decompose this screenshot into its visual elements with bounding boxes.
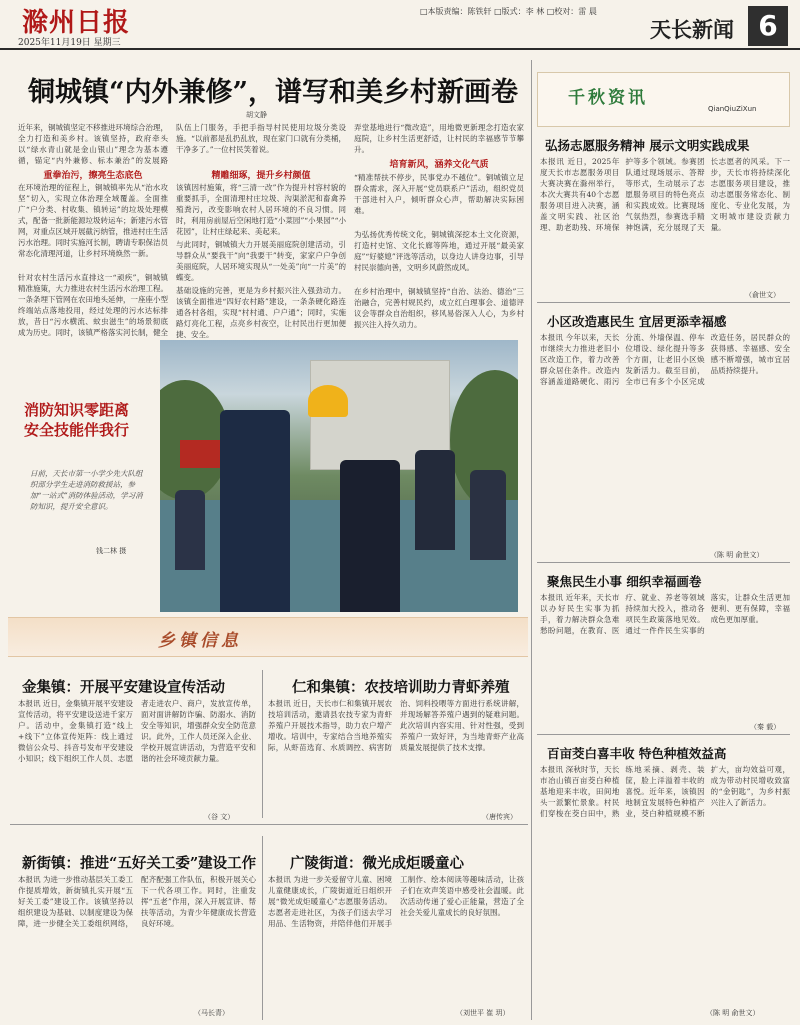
sidebar-body: 本报讯 深秋时节，天长市冶山镇百亩茭白种植基地迎来丰收，田间地头一派繁忙景象。村民们穿梭在茭白田中，熟练地采摘、剥壳、装筐，脸上洋溢着丰收的喜悦。近年来，该镇因地制宜发展特色种植产业，茭白种植规模不断扩大，亩均效益可观，成为带动村民增收致富的“金钥匙”，为乡村振兴注入了新活力。 [540, 765, 790, 818]
section-banner [8, 617, 528, 657]
sidebar-logo-en: QianQiuZiXun [708, 105, 757, 113]
fire-drill-photo [160, 340, 518, 612]
article-author: （唐传宾） [482, 813, 517, 821]
sidebar-author: （陈 明 俞世文） [710, 551, 764, 559]
sidebar-body: 本报讯 近日，2025年度天长市志愿服务项目大赛决赛在滁州举行，本次大赛共有40个志愿服务项目进入决赛，涵盖文明实践、社区治理、助老助残、环境保护等多个领域。参赛团队通过现场展示、答辩等形式，生动展示了志愿服务项目的特色亮点和实践成效。比赛现场气氛热烈，参赛选手精神饱满，充分展现了天长志愿者的风采。下一步，天长市将持续深化志愿服务项目建设，推动志愿服务常态化、制度化、专业化发展，为文明城市建设贡献力量。 [540, 157, 790, 232]
lead-paragraph: 为弘扬优秀传统文化，铜城镇深挖本土文化资源，打造村史馆、文化长廊等阵地，通过开展“最美家庭”“好婆媳”评选等活动，以身边人讲身边事，引导村民崇德向善，文明乡风蔚然成风。 [354, 230, 524, 272]
lead-intro: 近年来，铜城镇坚定不移推进环境综合治理，全力打造和美乡村。该镇坚持，政府牵头以“绿水青山就是金山银山”理念为基本遵循，锚定“内外兼修、标本兼治”的发展路 [18, 123, 168, 165]
lead-paragraph: 针对农村生活污水直排这一“顽疾”，铜城镇精准施策，大力推进农村生活污水治理工程。一条条埋下管网在农田地头延伸，一座座小型终端站点落地投用，经过处理的污水达标排放，昔日“污水横流、蚊虫滋生”的场景彻底成为历史。同时，该镇严格落实河长制，健全 [18, 273, 168, 337]
sidebar-body: 本报讯 今年以来，天长市继续大力推进老旧小区改造工作，着力改善群众居住条件。改造内容涵盖道路硬化、雨污分流、外墙保温、停车位增设、绿化提升等多个方面，让老旧小区焕发新活力。截至目前，全市已有多个小区完成改造任务，居民群众的获得感、幸福感、安全感不断增强，城市宜居品质持续提升。 [540, 333, 790, 386]
photo-headline: 消防知识零距离 安全技能伴我行 [24, 401, 130, 439]
lead-subhead-1: 重拳治污，擦亮生态底色 [43, 171, 143, 181]
lead-paragraph: 该镇因村施策，将“三清一改”作为提升村容村貌的重要抓手，全面清理村庄垃圾、沟渠淤泥和畜禽养殖粪污，改变影响农村人居环境的不良习惯。同时，利用房前屋后空闲地打造“小菜园”“小果园”“小花园”，让村庄绿起来、美起来。 [176, 183, 346, 236]
article-title: 广陵街道：微光成炬暖童心 [290, 855, 464, 872]
article-title: 金集镇：开展平安建设宣传活动 [22, 679, 225, 696]
lead-paragraph: 与此同时，铜城镇大力开展美丽庭院创建活动，引导群众从“要我干”向“我要干”转变，家家户户争创美丽庭院，人居环境实现从“一处美”向“一片美”的蝶变。 [176, 240, 346, 282]
lead-paragraph: 基础设施的完善，更是为乡村振兴注入强劲动力。该镇全面推进“四好农村路”建设，一条条硬化路连通各村各组，实现“村村通、户户通”；同时，实施路灯亮化工程，点亮乡村夜空，让村民出行更加便捷、安全。 [176, 286, 346, 339]
photo-caption: 日前，天长市第一小学少先大队组织部分学生走进消防救援站，参加“一站式”消防体验活动，学习消防知识，提升安全意识。 [30, 469, 143, 511]
sidebar-logo: 千秋资讯 [568, 88, 648, 108]
article-author: （谷 文） [204, 813, 235, 821]
lead-headline: 铜城镇“内外兼修”，谱写和美乡村新画卷 [28, 77, 519, 108]
sidebar-author: （俞世文） [745, 291, 780, 299]
article-body: 本报讯 近日，金集镇开展平安建设宣传活动，将平安建设送进千家万户。活动中，金集镇打造“线上+线下”立体宣传矩阵：线上通过微信公众号、抖音号发布平安建设小知识；线下组织工作人员、志愿者走进农户、商户，发放宣传单，面对面讲解防诈骗、防溺水、消防安全等知识，增强群众安全防范意识。此外，工作人员还深入企业、学校开展宣讲活动，为营造平安和谐的社会环境贡献力量。 [18, 699, 256, 763]
issue-date: 2025年11月19日 星期三 [18, 38, 121, 48]
sidebar-title: 弘扬志愿服务精神 展示文明实践成果 [545, 138, 750, 153]
section-title: 天长新闻 [650, 17, 734, 42]
sidebar-logo-box [537, 72, 790, 127]
page-header [0, 0, 800, 50]
masthead: 滁州日报 [22, 8, 131, 38]
sidebar-title: 聚焦民生小事 细织幸福画卷 [547, 574, 702, 589]
lead-paragraph: 在环境治理的征程上，铜城镇率先从“治水攻坚”切入，实现立体治理全域覆盖。全面推广“户分类、村收集、镇转运”的垃圾处理模式，配备一批新能源垃圾转运车；新建污水管网，对重点区域开展截污纳管，推进村庄生活污水治理。同时实施河长制，聘请专职保洁员常态化清理河道，让乡村环境焕然一新。 [18, 183, 168, 258]
lead-byline: 胡文静 [246, 111, 267, 119]
sidebar-title: 百亩茭白喜丰收 特色种植效益高 [547, 746, 727, 761]
lead-paragraph: 队伍上门服务，手把手指导村民使用垃圾分类设施。“以前都是乱扔乱放，现在家门口就有分类桶，干净多了。”一位村民笑着说。 [176, 123, 346, 154]
banner-title: 乡镇信息 [158, 631, 242, 651]
article-title: 新街镇：推进“五好关工委”建设工作 [22, 855, 257, 872]
page-number: 6 [748, 6, 788, 46]
sidebar-body: 本报讯 近年来，天长市以办好民生实事为抓手，着力解决群众急难愁盼问题，在教育、医疗、就业、养老等领域持续加大投入，推动各项民生政策落地见效。通过一件件民生实事的落实，让群众生活更加便利、更有保障，幸福成色更加厚重。 [540, 593, 790, 635]
article-author: （马长青） [194, 1009, 229, 1017]
article-body: 本报讯 近日，天长市仁和集镇开展农技培训活动，邀请县农技专家为青虾养殖户开展技术指导，助力农户增产增收。培训中，专家结合当地养殖实际，从虾苗选育、水质调控、病害防治、饲料投喂等方面进行系统讲解，并现场解答养殖户遇到的疑难问题。此次培训内容实用、针对性强，受到养殖户一致好评，为当地青虾产业高质量发展提供了技术支撑。 [268, 699, 524, 752]
lead-subhead-2: 精雕细琢，提升乡村颜值 [211, 171, 311, 181]
lead-paragraph: 在乡村治理中，铜城镇坚持“自治、法治、德治”三治融合，完善村规民约，成立红白理事会、道德评议会等群众自治组织，移风易俗深入人心，为乡村振兴注入持久动力。 [354, 287, 524, 329]
lead-paragraph: 弄堂基地进行“微改造”，用地微更新理念打造农家庭院，让乡村生活更舒适，让村民的幸福感节节攀升。 [354, 123, 524, 154]
article-title: 仁和集镇：农技培训助力青虾养殖 [292, 679, 510, 696]
lead-subhead-3: 培育新风，涵养文化气质 [389, 160, 489, 170]
article-body: 本报讯 为进一步关爱留守儿童、困境儿童健康成长，广陵街道近日组织开展“微光成炬暖童心”志愿服务活动。志愿者走进社区，为孩子们送去学习用品、生活物资，并陪伴他们开展手工制作、绘本阅读等趣味活动，让孩子们在欢声笑语中感受社会温暖。此次活动传递了爱心正能量，营造了全社会关爱儿童成长的良好氛围。 [268, 875, 524, 928]
photo-credit: 钱二林 摄 [96, 547, 127, 555]
sidebar-title: 小区改造惠民生 宜居更添幸福感 [547, 314, 727, 329]
sidebar-author: （陈 明 俞世文） [706, 1009, 760, 1017]
editor-credits: □本版责编：陈铁轩 □版式：李 林 □校对：雷 晨 [420, 7, 597, 16]
article-author: （刘世平 崔 玥） [456, 1009, 510, 1017]
article-body: 本报讯 为进一步推动基层关工委工作提质增效，新街镇扎实开展“五好关工委”建设工作。该镇坚持以组织建设为基础、以制度建设为保障，进一步健全关工委组织网络，配齐配强工作队伍，积极开展关心下一代各项工作。同时，注重发挥“五老”作用，深入开展宣讲、帮扶等活动，为青少年健康成长营造良好环境。 [18, 875, 256, 928]
lead-paragraph: “精准帮扶不停步，民事党办不越位”。铜城镇立足群众需求，深入开展“党员联系户”活动，组织党员干部进村入户，倾听群众心声，帮助解决实际困难。 [354, 173, 524, 215]
sidebar-author: （秦 毅） [750, 723, 781, 731]
